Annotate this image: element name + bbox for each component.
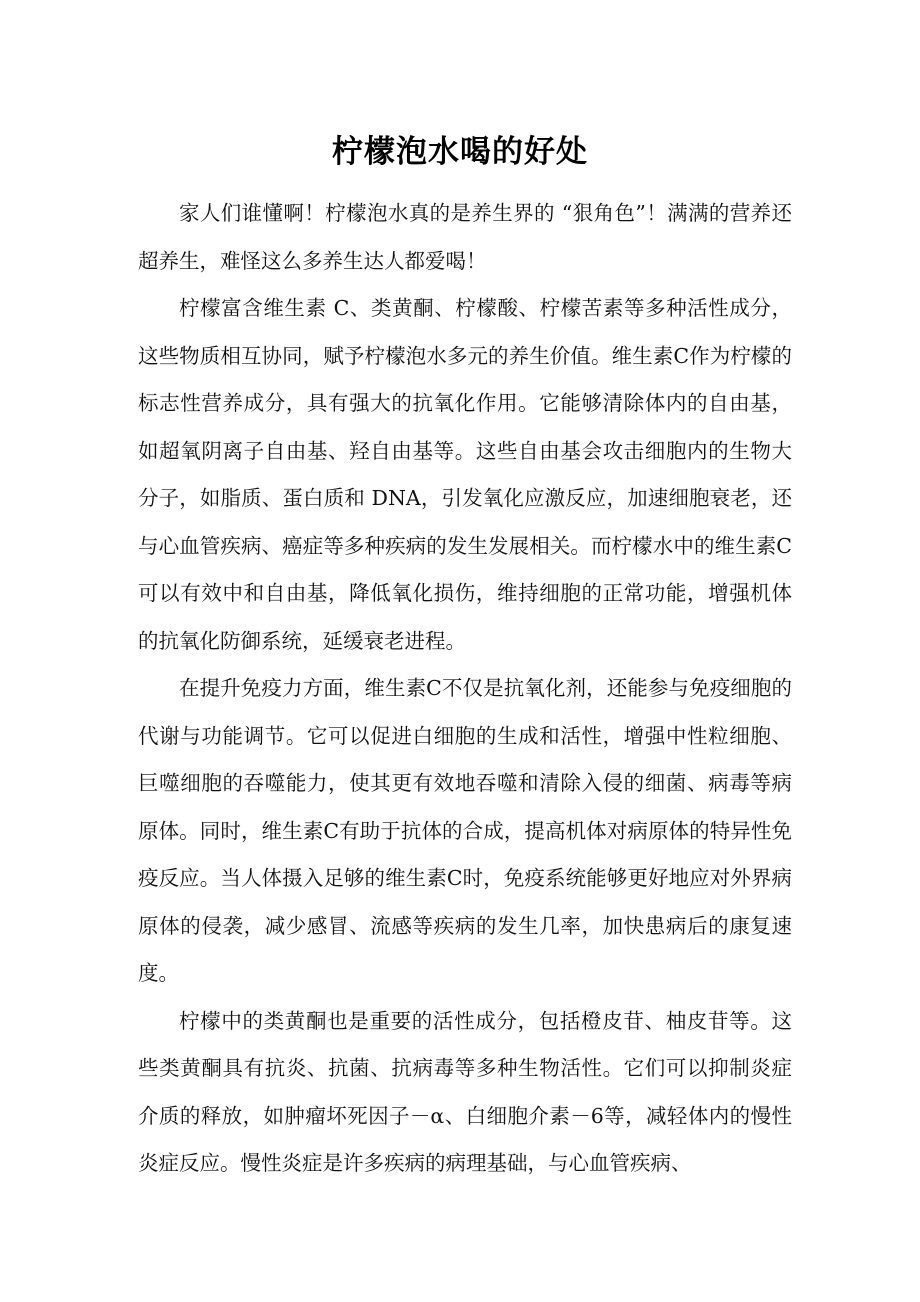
paragraph-vitamin-c-antioxidant: 柠檬富含维生素 C、类黄酮、柠檬酸、柠檬苦素等多种活性成分，这些物质相互协同，赋予柠檬泡水多元的养生价值。维生素C作为柠檬的标志性营养成分，具有强大的抗氧化作用。它能够清除体内的自由基，如超氧阴离子自由基、羟自由基等。这些自由基会攻击细胞内的生物大分子，如脂质、蛋白质和 DNA，引发氧化应激反应，加速细胞衰老，还与心血管疾病、癌症等多种疾病的发生发展相关。而柠檬水中的维生素C可以有效中和自由基，降低氧化损伤，维持细胞的正常功能，增强机体的抗氧化防御系统，延缓衰老进程。: [138, 296, 792, 653]
paragraph-flavonoids: 柠檬中的类黄酮也是重要的活性成分，包括橙皮苷、柚皮苷等。这些类黄酮具有抗炎、抗菌、抗病毒等多种生物活性。它们可以抑制炎症介质的释放，如肿瘤坏死因子－α、白细胞介素－6等，减轻体内的慢性炎症反应。慢性炎症是许多疾病的病理基础，与心血管疾病、: [138, 1008, 792, 1175]
document-body: [138, 190, 792, 1188]
paragraph-immunity: 在提升免疫力方面，维生素C不仅是抗氧化剂，还能参与免疫细胞的代谢与功能调节。它可以促进白细胞的生成和活性，增强中性粒细胞、巨噬细胞的吞噬能力，使其更有效地吞噬和清除入侵的细菌、病毒等病原体。同时，维生素C有助于抗体的合成，提高机体对病原体的特异性免疫反应。当人体摄入足够的维生素C时，免疫系统能够更好地应对外界病原体的侵袭，减少感冒、流感等疾病的发生几率，加快患病后的康复速度。: [138, 676, 792, 985]
document-title: 柠檬泡水喝的好处: [332, 134, 588, 170]
paragraph-intro: 家人们谁懂啊！柠檬泡水真的是养生界的 “狠角色”！满满的营养还超养生，难怪这么多养生达人都爱喝！: [138, 201, 792, 273]
